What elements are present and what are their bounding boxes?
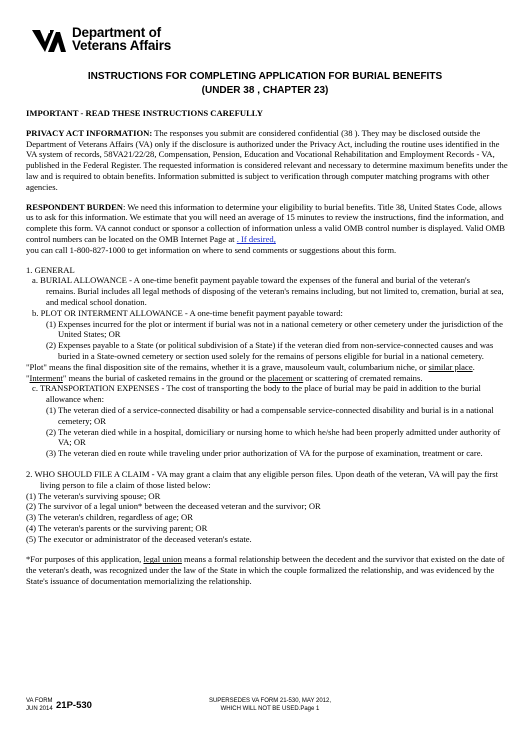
plot-definition-end: .	[472, 361, 475, 372]
respondent-burden-lead: RESPONDENT BURDEN	[26, 201, 124, 212]
plot-definition-text: "Plot" means the final disposition site of the remains, whether it is a grave, mausoleum vault, columbarium niche, or	[26, 361, 429, 372]
form-id	[26, 698, 53, 713]
supersedes-line-1: SUPERSEDES VA FORM 21-530, MAY 2012,	[208, 698, 332, 704]
footnote-text-end: means a formal relationship between the decedent and the survivor that existed on the date of the veteran's death, was recognized under the law of the State in which the couple formalized the relationship, and was evidenced by the State's issuance of documentation memorializing the relationship.	[26, 554, 505, 587]
legal-union-footnote	[26, 554, 510, 586]
who-should-file-heading: 2. WHO SHOULD FILE A CLAIM - VA may grant a claim that any eligible person files. Upon death of the veteran, VA will pay the first living person to file a claim of those listed below:	[26, 468, 499, 490]
transportation-expenses: c. TRANSPORTATION EXPENSES - The cost of transporting the body to the place of burial may be paid in addition to the burial allowance when:	[32, 383, 481, 405]
interment-quote: "	[26, 372, 30, 383]
list-item: (1) The veteran's surviving spouse; OR	[26, 490, 161, 501]
privacy-act-paragraph	[26, 128, 510, 193]
respondent-burden-paragraph	[26, 202, 510, 245]
interment-definition	[26, 373, 510, 384]
plot-allowance-1: (1) Expenses incurred for the plot or interment if burial was not in a national cemetery or other cemetery under the jurisdiction of the United States; OR	[46, 318, 503, 340]
page-title: INSTRUCTIONS FOR COMPLETING APPLICATION FOR BURIAL BENEFITS	[87, 71, 443, 82]
list-item: (3) The veteran's children, regardless of age; OR	[26, 512, 193, 523]
burial-allowance: a. BURIAL ALLOWANCE - A one-time benefit payment payable toward the expenses of the funeral and burial of the veteran's	[32, 275, 470, 286]
burial-allowance-cont: remains. Burial includes all legal methods of disposing of the veteran's remains including, but not limited to, cremation, burial at sea, and medical school donation.	[46, 286, 504, 307]
plot-definition-underlined: similar place	[428, 361, 473, 372]
footnote-text: *For purposes of this application,	[26, 554, 144, 565]
page-subtitle: (UNDER 38 , CHAPTER 23)	[201, 85, 329, 96]
form-label: VA FORM	[26, 698, 53, 704]
page-number: Page 1	[300, 705, 320, 712]
legal-union-term: legal union	[143, 554, 182, 565]
plot-definition	[26, 362, 510, 373]
supersedes-line-2	[190, 706, 350, 714]
org-line-1: Department of	[72, 25, 161, 40]
interment-text: " means the burial of casketed remains in the ground or the	[62, 372, 268, 383]
transportation-2: (2) The veteran died while in a hospital, domiciliary or nursing home to which he/she had been properly admitted under authority of VA; OR	[46, 426, 501, 448]
privacy-act-lead: PRIVACY ACT INFORMATION:	[26, 127, 153, 138]
org-line-2: Veterans Affairs	[72, 38, 172, 53]
interment-word: Interment	[29, 372, 63, 383]
general-item-b	[26, 308, 510, 362]
form-number: 21P-530	[56, 700, 92, 711]
respondent-burden-tail: you can call 1-800-827-1000 to get information on where to send comments or suggestions about this form.	[26, 244, 397, 255]
transportation-1: (1) The veteran died of a service-connected disability or had a compensable service-connected disability and burial is in a national cemetery; OR	[46, 404, 494, 426]
privacy-act-text: The responses you submit are considered confidential (38 ). They may be disclosed outside the Department of Veterans Affairs (VA) only if the disclosure is authorized under the Privacy Act, including the routine uses identified in the VA system of records, 58VA21/22/28, Compensation, Pension, Education and Vocational Rehabilitation and Employment Records - VA, published in the Federal Register. The requested information is considered relevant and necessary to determine maximum benefits under the law and is required to obtain benefits. Information submitted is subject to verification through computer matching programs with other agencies.	[26, 127, 508, 192]
plot-allowance: b. PLOT OR INTERMENT ALLOWANCE - A one-time benefit payment payable toward:	[32, 307, 343, 318]
general-item-a	[26, 275, 510, 307]
supersedes-text: WHICH WILL NOT BE USED.	[220, 705, 301, 712]
transportation-3: (3) The veteran died en route while traveling under prior authorization of VA for the purpose of examination, treatment or care.	[46, 448, 483, 459]
form-date: JUN 2014	[26, 705, 53, 712]
list-item: (4) The veteran's parents or the surviving parent; OR	[26, 522, 208, 533]
general-item-c	[26, 383, 510, 459]
instructions-body	[26, 108, 510, 587]
plot-allowance-2: (2) Expenses payable to a State (or political subdivision of a State) if the veteran died from non-service-connected causes and was buried in a State-owned cemetery or section used solely for the remains of persons eligible for burial in a national cemetery.	[46, 340, 494, 361]
list-item: (5) The executor or administrator of the deceased veteran's estate.	[26, 533, 252, 544]
placement-word: placement	[267, 372, 304, 383]
interment-end: or scattering of cremated remains.	[303, 372, 423, 383]
supersedes-note	[190, 698, 350, 713]
who-should-file-list	[26, 491, 510, 545]
va-logo-icon	[30, 28, 66, 54]
omb-link[interactable]: . If desired,	[236, 233, 276, 244]
general-heading: 1. GENERAL	[26, 264, 75, 275]
org-name	[72, 26, 171, 52]
important-notice: IMPORTANT - READ THESE INSTRUCTIONS CAREFULLY	[26, 108, 263, 118]
respondent-burden-text: : We need this information to determine your eligibility to burial benefits. Title 38, United States Code, allows us to ask for this information. We estimate that you will need an average of 15 minutes to review the instructions, find the information, and complete this form. VA cannot conduct or sponsor a collection of information unless a valid OMB control number is displayed. Valid OMB control numbers can be located on the OMB Internet Page at	[26, 201, 506, 244]
list-item: (2) The survivor of a legal union* between the deceased veteran and the survivor; OR	[26, 501, 321, 512]
